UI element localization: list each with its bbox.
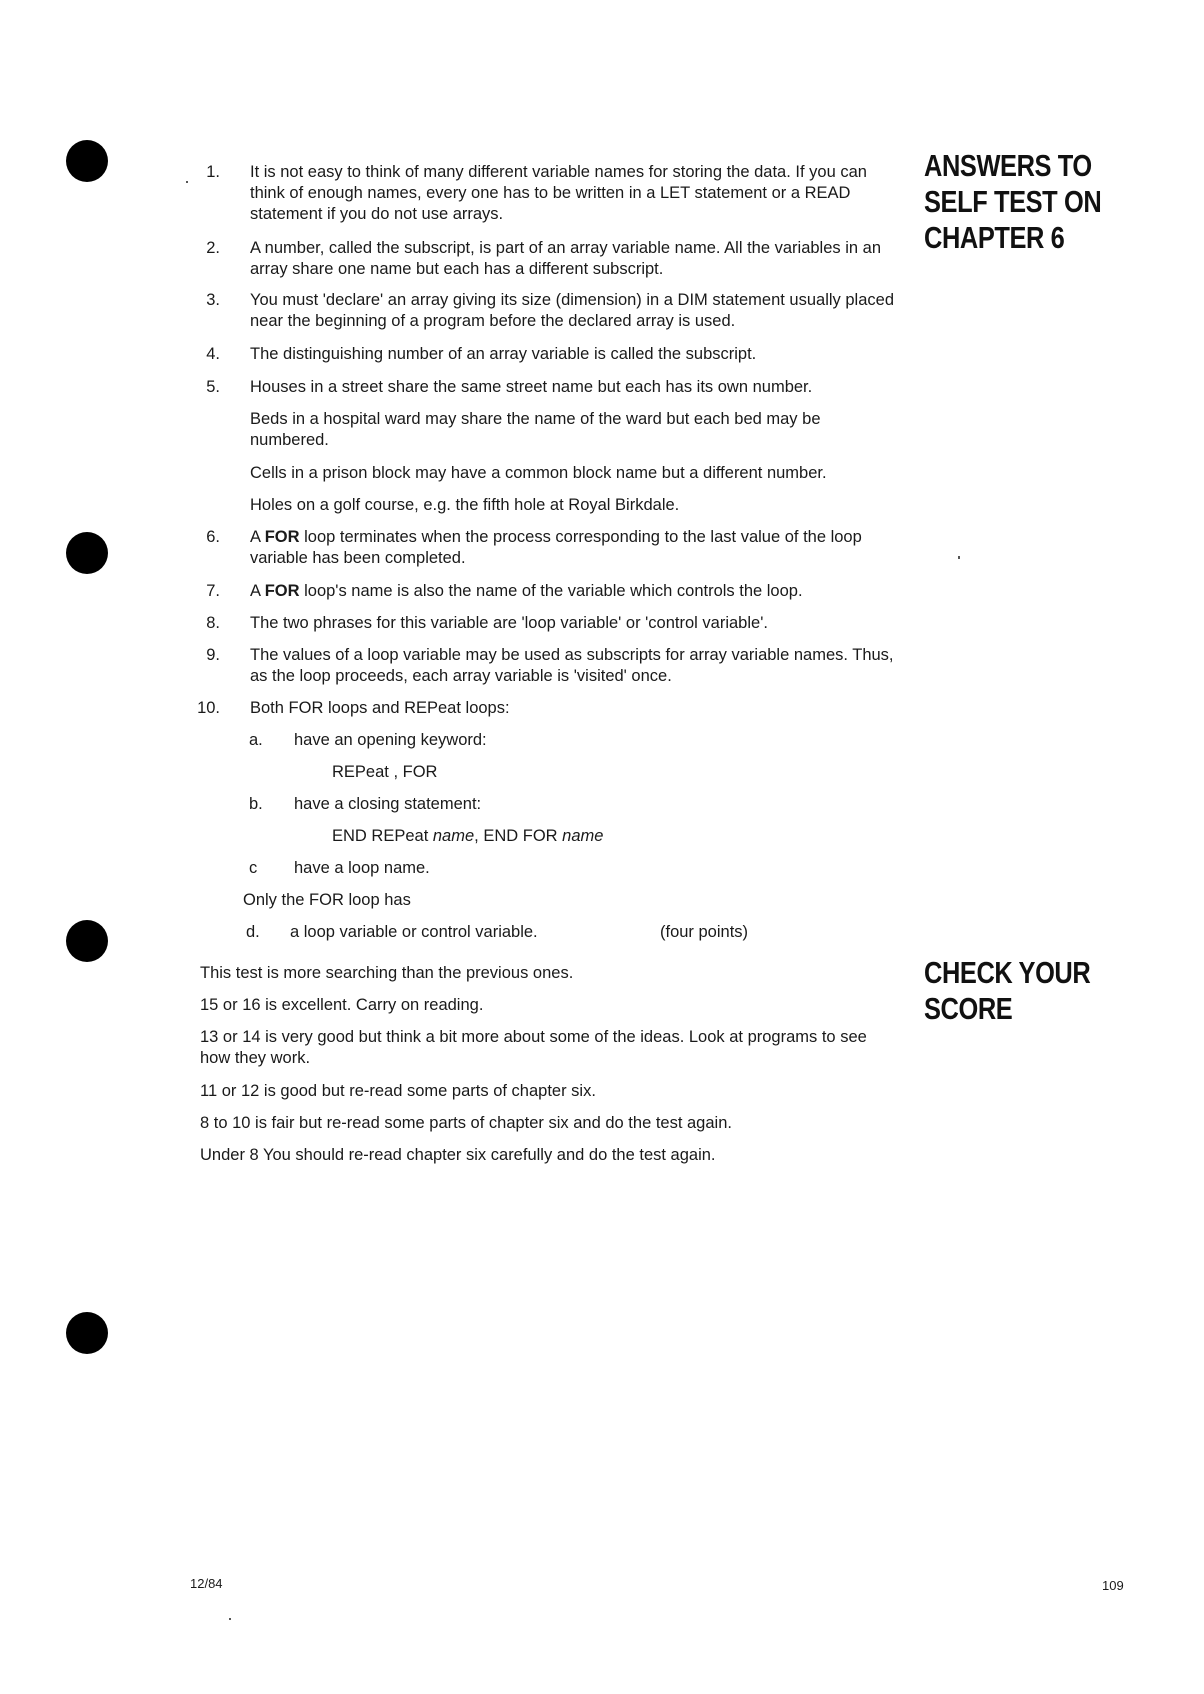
answer-text: Both FOR loops and REPeat loops: xyxy=(250,699,510,717)
sub-item-text: have a closing statement: xyxy=(294,795,482,813)
answer-text: A FOR loop terminates when the process corresponding to the last value of the loop variable has been completed. xyxy=(250,528,862,567)
binder-hole xyxy=(66,1312,108,1354)
answer-text: Houses in a street share the same street name but each has its own number. xyxy=(250,378,813,396)
only-for-text: Only the FOR loop has xyxy=(243,891,411,909)
answer-text: The two phrases for this variable are 'loop variable' or 'control variable'. xyxy=(250,614,768,632)
binder-hole xyxy=(66,140,108,182)
answer-number: 6. xyxy=(206,528,220,546)
answer-text: Holes on a golf course, e.g. the fifth hole at Royal Birkdale. xyxy=(250,496,680,514)
answer-number: 10. xyxy=(197,699,220,717)
answer-number: 8. xyxy=(206,614,220,632)
answer-number: 4. xyxy=(206,345,220,363)
answer-number: 2. xyxy=(206,239,220,257)
sub-item-text: have a loop name. xyxy=(294,859,430,877)
sub-item-text: a loop variable or control variable. xyxy=(290,923,538,941)
scan-speck xyxy=(229,1618,231,1620)
answers-heading: ANSWERS TO SELF TEST ON CHAPTER 6 xyxy=(924,148,1102,255)
footer-date: 12/84 xyxy=(190,1576,223,1591)
points-note: (four points) xyxy=(660,923,749,941)
page-number: 109 xyxy=(1102,1578,1124,1593)
score-line: 13 or 14 is very good but think a bit more about some of the ideas. Look at programs to see how they work. xyxy=(200,1028,867,1067)
score-line: Under 8 You should re-read chapter six carefully and do the test again. xyxy=(200,1146,716,1164)
answer-text: The values of a loop variable may be used as subscripts for array variable names. Thus, as the loop proceeds, each array variable is 'visited' once. xyxy=(250,646,894,685)
score-line: 8 to 10 is fair but re-read some parts of chapter six and do the test again. xyxy=(200,1114,732,1132)
score-line: 15 or 16 is excellent. Carry on reading. xyxy=(200,996,484,1014)
sub-item-label: d. xyxy=(246,923,260,941)
binder-hole xyxy=(66,532,108,574)
sub-item-text: have an opening keyword: xyxy=(294,731,487,749)
answer-text: The distinguishing number of an array variable is called the subscript. xyxy=(250,345,757,363)
answer-number: 9. xyxy=(206,646,220,664)
code-line: END REPeat name, END FOR name xyxy=(332,827,604,845)
scan-speck xyxy=(186,181,188,183)
score-line: This test is more searching than the previous ones. xyxy=(200,964,574,982)
answer-text: A FOR loop's name is also the name of the variable which controls the loop. xyxy=(250,582,803,600)
answer-number: 5. xyxy=(206,378,220,396)
sub-item-label: b. xyxy=(249,795,263,813)
sub-item-label: c xyxy=(249,859,258,877)
scan-speck xyxy=(958,556,960,559)
code-line: REPeat , FOR xyxy=(332,763,438,781)
answer-number: 3. xyxy=(206,291,220,309)
answer-text: You must 'declare' an array giving its size (dimension) in a DIM statement usually placed near the beginning of a program before the declared array is used. xyxy=(250,291,894,330)
check-score-heading: CHECK YOUR SCORE xyxy=(924,955,1091,1026)
answer-text: Beds in a hospital ward may share the name of the ward but each bed may be numbered. xyxy=(250,410,821,449)
binder-hole xyxy=(66,920,108,962)
answer-number: 7. xyxy=(206,582,220,600)
score-line: 11 or 12 is good but re-read some parts of chapter six. xyxy=(200,1082,596,1100)
answer-text: A number, called the subscript, is part of an array variable name. All the variables in an array share one name but each has a different subscript. xyxy=(250,239,882,278)
answer-number: 1. xyxy=(206,163,220,181)
answer-text: Cells in a prison block may have a common block name but a different number. xyxy=(250,464,827,482)
sub-item-label: a. xyxy=(249,731,263,749)
answer-text: It is not easy to think of many different variable names for storing the data. If you can think of enough names, every one has to be written in a LET statement or a READ statement if you do not use arrays. xyxy=(250,163,867,223)
